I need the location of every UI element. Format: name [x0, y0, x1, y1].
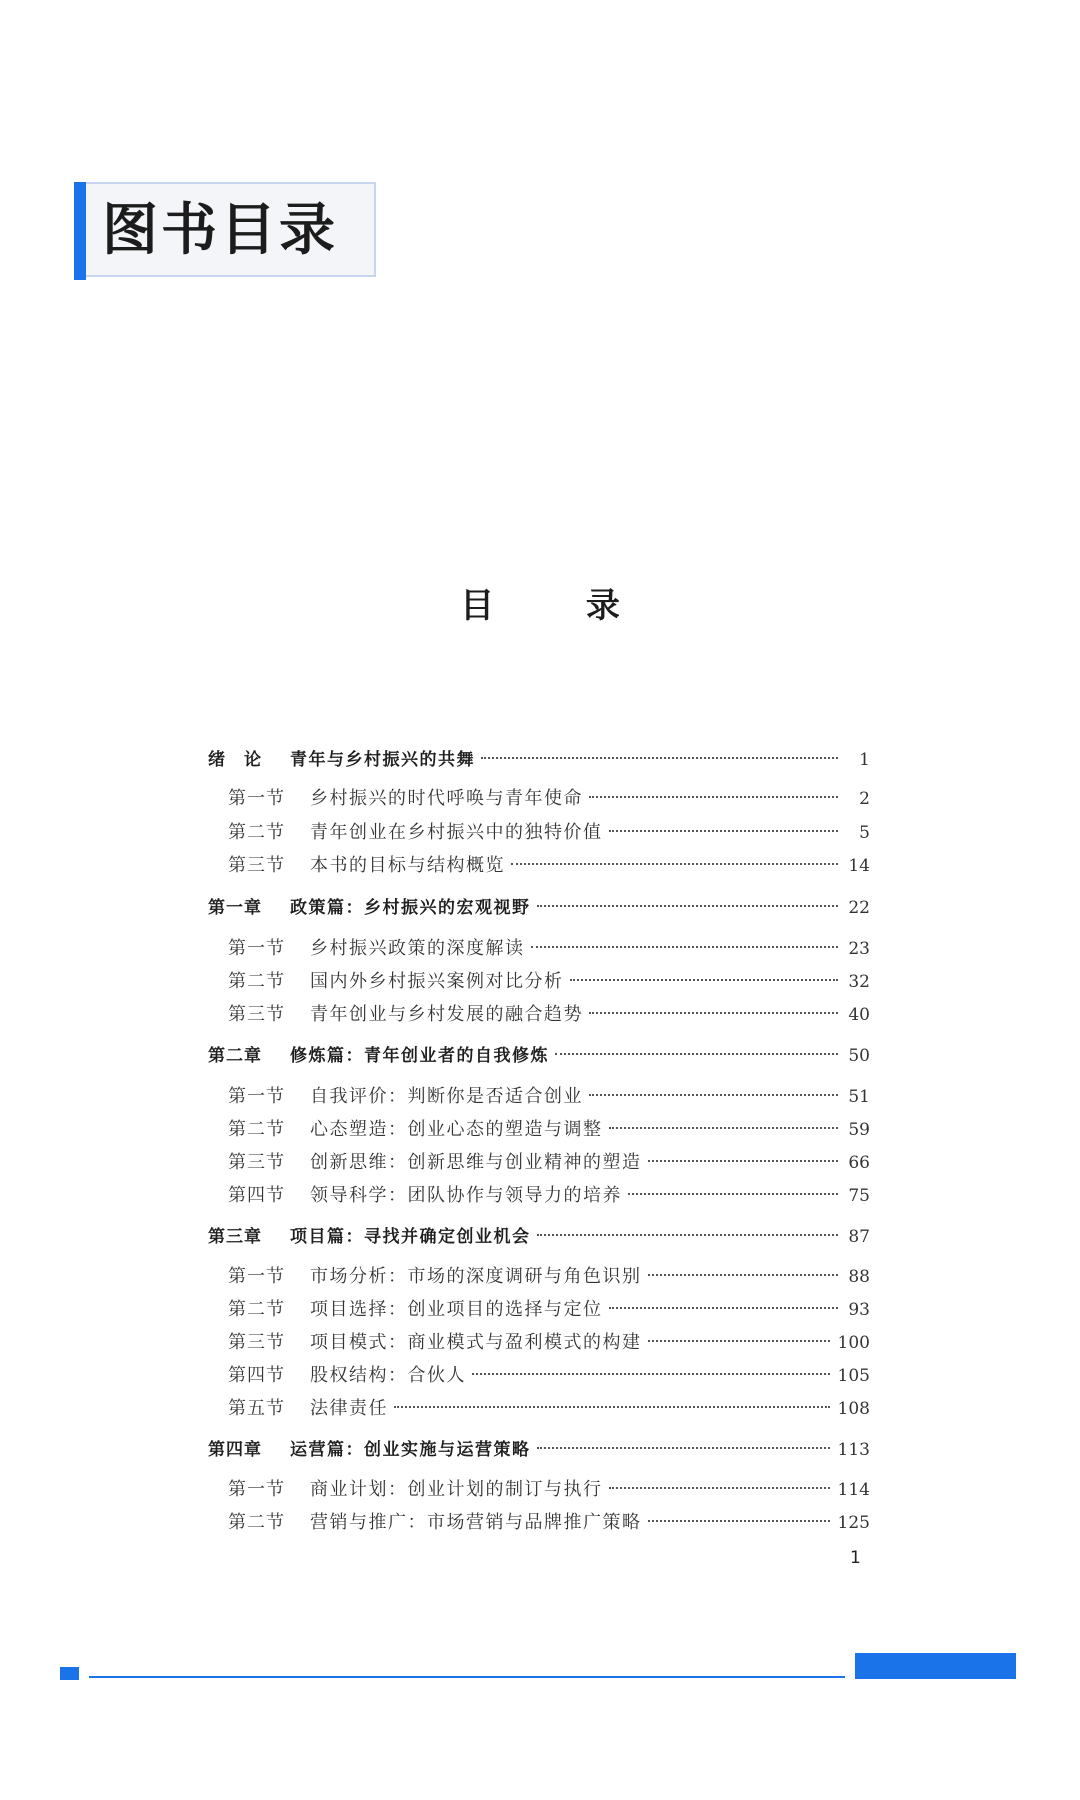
- toc-section-entry[interactable]: [228, 1082, 870, 1112]
- toc-dot-leader: [589, 1012, 838, 1014]
- toc-entry-title: 自我评价：判断你是否适合创业: [310, 1086, 583, 1107]
- toc-section-entry[interactable]: [228, 1328, 870, 1358]
- toc-entry-label: 第二节: [228, 822, 285, 843]
- toc-section-entry[interactable]: [228, 1295, 870, 1325]
- toc-entry-label: 第一节: [228, 1086, 285, 1107]
- toc-section-entry[interactable]: [228, 784, 870, 814]
- toc-section-entry[interactable]: [228, 851, 870, 881]
- toc-dot-leader: [648, 1520, 830, 1522]
- toc-entry-page-number: 108: [837, 1399, 870, 1419]
- toc-entry-page-number: 32: [848, 972, 870, 992]
- toc-section-entry[interactable]: [228, 1361, 870, 1391]
- toc-dot-leader: [511, 863, 838, 865]
- toc-entry-label: 第三节: [228, 1152, 285, 1173]
- footer-rule: [89, 1676, 845, 1678]
- toc-section-entry[interactable]: [228, 967, 870, 997]
- toc-section-entry[interactable]: [228, 1262, 870, 1292]
- toc-dot-leader: [537, 1447, 830, 1449]
- toc-entry-page-number: 5: [859, 823, 870, 843]
- toc-section-entry[interactable]: [228, 1181, 870, 1211]
- toc-entry-title: 创新思维：创新思维与创业精神的塑造: [310, 1152, 642, 1173]
- toc-entry-label: 第四章: [208, 1440, 262, 1460]
- toc-entry-title: 青年创业在乡村振兴中的独特价值: [310, 822, 603, 843]
- toc-section-entry[interactable]: [228, 934, 870, 964]
- toc-dot-leader: [481, 757, 838, 759]
- toc-dot-leader: [589, 796, 838, 798]
- toc-entry-label: 第三章: [208, 1227, 262, 1247]
- toc-chapter-entry[interactable]: [208, 1222, 870, 1252]
- page-title: 图书目录: [102, 198, 338, 263]
- toc-entry-title: 本书的目标与结构概览: [310, 855, 505, 876]
- toc-dot-leader: [648, 1340, 830, 1342]
- toc-section-entry[interactable]: [228, 1148, 870, 1178]
- toc-chapter-entry[interactable]: [208, 893, 870, 923]
- toc-entry-label: 第一节: [228, 938, 285, 959]
- toc-entry-label: 第一节: [228, 1266, 285, 1287]
- toc-entry-page-number: 88: [848, 1267, 870, 1287]
- toc-dot-leader: [531, 946, 839, 948]
- toc-chapter-entry[interactable]: [208, 1435, 870, 1465]
- toc-dot-leader: [648, 1160, 839, 1162]
- toc-entry-title: 青年创业与乡村发展的融合趋势: [310, 1004, 583, 1025]
- toc-dot-leader: [537, 905, 839, 907]
- toc-entry-title: 心态塑造：创业心态的塑造与调整: [310, 1119, 603, 1140]
- toc-entry-label: 绪 论: [208, 750, 262, 770]
- toc-dot-leader: [537, 1234, 839, 1236]
- toc-entry-page-number: 93: [848, 1300, 870, 1320]
- toc-entry-title: 市场分析：市场的深度调研与角色识别: [310, 1266, 642, 1287]
- toc-entry-page-number: 51: [848, 1087, 870, 1107]
- toc-dot-leader: [570, 979, 839, 981]
- toc-entry-title: 商业计划：创业计划的制订与执行: [310, 1479, 603, 1500]
- header-accent-bar: [74, 182, 86, 280]
- toc-entry-page-number: 114: [837, 1480, 870, 1500]
- toc-dot-leader: [609, 1127, 839, 1129]
- toc-entry-title: 国内外乡村振兴案例对比分析: [310, 971, 564, 992]
- toc-entry-title: 领导科学：团队协作与领导力的培养: [310, 1185, 622, 1206]
- toc-entry-title: 政策篇：乡村振兴的宏观视野: [290, 898, 531, 918]
- toc-entry-label: 第一节: [228, 1479, 285, 1500]
- toc-dot-leader: [555, 1053, 838, 1055]
- toc-section-entry[interactable]: [228, 818, 870, 848]
- toc-entry-title: 营销与推广：市场营销与品牌推广策略: [310, 1512, 642, 1533]
- toc-entry-label: 第二节: [228, 971, 285, 992]
- toc-dot-leader: [648, 1274, 839, 1276]
- toc-entry-label: 第二节: [228, 1512, 285, 1533]
- toc-entry-label: 第三节: [228, 855, 285, 876]
- toc-section-entry[interactable]: [228, 1115, 870, 1145]
- toc-entry-page-number: 105: [837, 1366, 870, 1386]
- toc-entry-title: 修炼篇：青年创业者的自我修炼: [290, 1046, 549, 1066]
- toc-entry-label: 第二节: [228, 1119, 285, 1140]
- toc-entry-page-number: 2: [859, 789, 870, 809]
- toc-entry-page-number: 113: [837, 1440, 870, 1460]
- toc-entry-title: 青年与乡村振兴的共舞: [290, 750, 475, 770]
- toc-entry-page-number: 87: [848, 1227, 870, 1247]
- toc-entry-page-number: 59: [848, 1120, 870, 1140]
- toc-entry-title: 项目篇：寻找并确定创业机会: [290, 1227, 531, 1247]
- toc-section-entry[interactable]: [228, 1508, 870, 1538]
- toc-dot-leader: [394, 1406, 830, 1408]
- toc-entry-page-number: 100: [837, 1333, 870, 1353]
- toc-entry-label: 第三节: [228, 1004, 285, 1025]
- toc-entry-page-number: 23: [848, 939, 870, 959]
- toc-entry-title: 项目选择：创业项目的选择与定位: [310, 1299, 603, 1320]
- toc-dot-leader: [609, 1487, 830, 1489]
- toc-dot-leader: [589, 1094, 838, 1096]
- toc-entry-title: 乡村振兴的时代呼唤与青年使命: [310, 788, 583, 809]
- toc-entry-page-number: 22: [848, 898, 870, 918]
- toc-section-entry[interactable]: [228, 1475, 870, 1505]
- toc-dot-leader: [628, 1193, 838, 1195]
- toc-entry-page-number: 50: [848, 1046, 870, 1066]
- toc-entry-page-number: 75: [848, 1186, 870, 1206]
- toc-entry-label: 第二节: [228, 1299, 285, 1320]
- footer-square-mark: [60, 1667, 79, 1680]
- toc-entry-page-number: 14: [848, 856, 870, 876]
- toc-section-entry[interactable]: [228, 1394, 870, 1424]
- toc-chapter-entry[interactable]: [208, 1041, 870, 1071]
- page-number: 1: [850, 1548, 861, 1568]
- toc-heading: 目 录: [460, 586, 660, 626]
- toc-entry-label: 第三节: [228, 1332, 285, 1353]
- toc-entry-title: 法律责任: [310, 1398, 388, 1419]
- footer-accent-bar: [855, 1653, 1016, 1679]
- toc-chapter-entry[interactable]: [208, 745, 870, 775]
- toc-entry-label: 第四节: [228, 1185, 285, 1206]
- toc-entry-title: 运营篇：创业实施与运营策略: [290, 1440, 531, 1460]
- toc-section-entry[interactable]: [228, 1000, 870, 1030]
- toc-entry-title: 项目模式：商业模式与盈利模式的构建: [310, 1332, 642, 1353]
- toc-entry-label: 第一节: [228, 788, 285, 809]
- toc-entry-label: 第五节: [228, 1398, 285, 1419]
- toc-entry-label: 第二章: [208, 1046, 262, 1066]
- toc-entry-title: 乡村振兴政策的深度解读: [310, 938, 525, 959]
- toc-entry-page-number: 66: [848, 1153, 870, 1173]
- toc-entry-label: 第四节: [228, 1365, 285, 1386]
- toc-entry-title: 股权结构：合伙人: [310, 1365, 466, 1386]
- toc-entry-page-number: 125: [837, 1513, 870, 1533]
- toc-dot-leader: [472, 1373, 830, 1375]
- toc-entry-label: 第一章: [208, 898, 262, 918]
- toc-entry-page-number: 40: [848, 1005, 870, 1025]
- toc-dot-leader: [609, 1307, 839, 1309]
- toc-dot-leader: [609, 830, 839, 832]
- toc-entry-page-number: 1: [859, 750, 870, 770]
